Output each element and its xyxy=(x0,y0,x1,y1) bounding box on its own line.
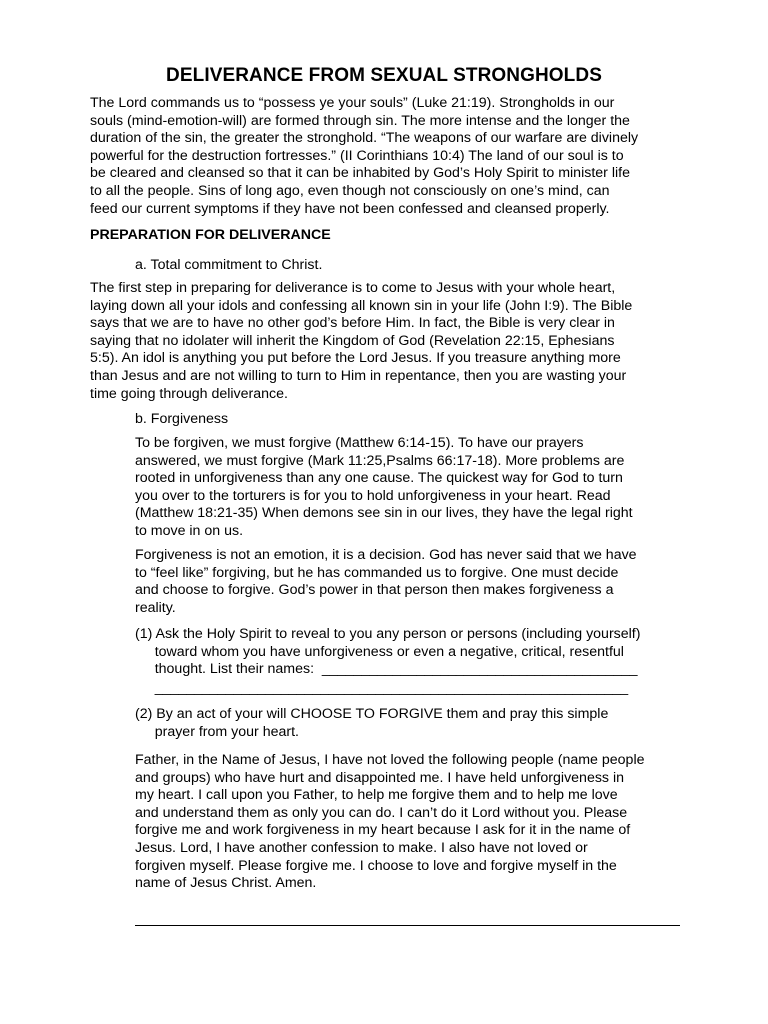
item-a-label: a. Total commitment to Christ. xyxy=(135,257,323,273)
text-line: Forgiveness is not an emotion, it is a decision. God has never said that we have xyxy=(135,547,637,563)
text-line: saying that no idolater will inherit the Kingdom of God (Revelation 22:15, Ephesians xyxy=(90,332,615,349)
prayer-paragraph xyxy=(135,752,645,893)
page-title: DELIVERANCE FROM SEXUAL STRONGHOLDS xyxy=(166,65,602,86)
text-line: be cleared and cleansed so that it can be inhabited by God’s Holy Spirit to minister life xyxy=(90,165,630,182)
text-line: thought. List their names: ________________________________________ xyxy=(135,661,638,678)
forgiveness-paragraph xyxy=(135,435,633,541)
text-line: The first step in preparing for deliverance is to come to Jesus with your whole heart, xyxy=(90,280,616,296)
text-line: answered, we must forgive (Mark 11:25,Psalms 66:17-18). More problems are xyxy=(135,452,625,469)
text-line: to “feel like” forgiving, but he has commanded us to forgive. One must decide xyxy=(135,564,619,581)
text-line: forgive me and work forgiveness in my heart because I ask for it in the name of xyxy=(135,822,631,839)
text-line: laying down all your idols and confessing all known sin in your life (John I:9). The Bible xyxy=(90,297,633,314)
text-line: The Lord commands us to “possess ye your souls” (Luke 21:19). Strongholds in our xyxy=(90,95,615,111)
text-line: to move in on us. xyxy=(135,522,244,539)
text-line: says that we are to have no other god’s before Him. In fact, the Bible is very clear in xyxy=(90,315,615,332)
signature-line xyxy=(135,925,680,926)
commitment-paragraph xyxy=(90,280,632,403)
text-line: toward whom you have unforgiveness or even a negative, critical, resentful xyxy=(135,643,624,660)
text-line: than Jesus and are not willing to turn to Him in repentance, then you are wasting your xyxy=(90,367,627,384)
intro-paragraph xyxy=(90,95,638,218)
text-line: feed our current symptoms if they have not been confessed and cleansed properly. xyxy=(90,200,610,217)
step-1-paragraph xyxy=(135,626,640,679)
names-blank-line: ____________________________________________________________ xyxy=(135,680,629,696)
text-line: and choose to forgive. God’s power in that person then makes forgiveness a xyxy=(135,582,614,599)
text-line: souls (mind-emotion-will) are formed through sin. The more intense and the longer the xyxy=(90,112,630,129)
text-line: rooted in unforgiveness than any one cause. The quickest way for God to turn xyxy=(135,470,623,487)
item-b-label: b. Forgiveness xyxy=(135,411,229,427)
decision-paragraph xyxy=(135,547,637,617)
text-line: and understand them as only you can do. I can’t do it Lord without you. Please xyxy=(135,804,628,821)
section-heading: PREPARATION FOR DELIVERANCE xyxy=(90,227,331,243)
text-line: you over to the torturers is for you to hold unforgiveness in your heart. Read xyxy=(135,487,611,504)
text-line: time going through deliverance. xyxy=(90,385,288,402)
text-line: Jesus. Lord, I have another confession to make. I also have not loved or xyxy=(135,839,588,856)
text-line: 5:5). An idol is anything you put before the Lord Jesus. If you treasure anything more xyxy=(90,350,621,367)
text-line: and groups) who have hurt and disappointed me. I have held unforgiveness in xyxy=(135,769,625,786)
text-line: To be forgiven, we must forgive (Matthew 6:14-15). To have our prayers xyxy=(135,435,584,451)
text-line: reality. xyxy=(135,599,176,616)
text-line: (Matthew 18:21-35) When demons see sin in our lives, they have the legal right xyxy=(135,505,633,522)
text-line: my heart. I call upon you Father, to help me forgive them and to help me love xyxy=(135,787,618,804)
text-line: to all the people. Sins of long ago, even though not consciously on one’s mind, can xyxy=(90,182,610,199)
text-line: Father, in the Name of Jesus, I have not loved the following people (name people xyxy=(135,752,645,768)
text-line: duration of the sin, the greater the stronghold. “The weapons of our warfare are divinely xyxy=(90,130,639,147)
text-line: name of Jesus Christ. Amen. xyxy=(135,875,317,892)
text-line: (1) Ask the Holy Spirit to reveal to you any person or persons (including yourself) xyxy=(135,626,641,642)
text-line: powerful for the destruction fortresses.” (II Corinthians 10:4) The land of our soul is to xyxy=(90,147,624,164)
text-line: (2) By an act of your will CHOOSE TO FORGIVE them and pray this simple xyxy=(135,706,609,722)
step-2-paragraph xyxy=(135,706,608,741)
text-line: forgiven myself. Please forgive me. I choose to love and forgive myself in the xyxy=(135,857,617,874)
text-line: prayer from your heart. xyxy=(135,723,300,740)
